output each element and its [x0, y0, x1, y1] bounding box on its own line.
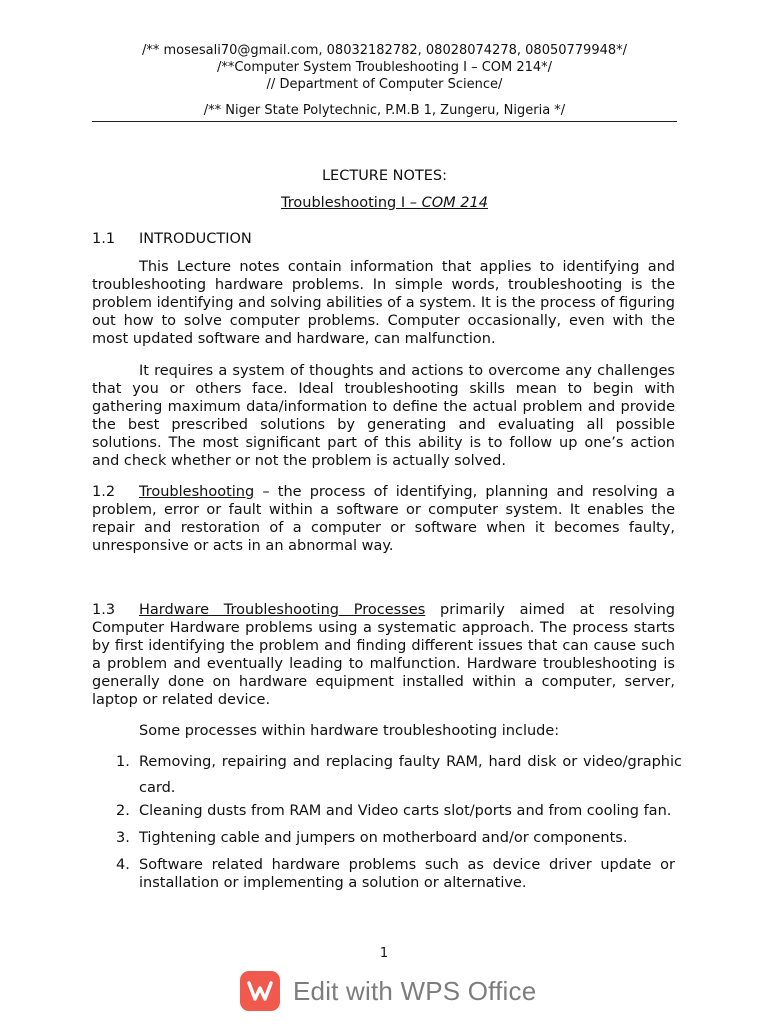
header-institution-line: /** Niger State Polytechnic, P.M.B 1, Zungeru, Nigeria */: [203, 103, 566, 118]
list-item-text: Software related hardware problems such as device driver update or installation or implementing a solution or alternative.: [139, 857, 675, 891]
subtitle-course-code: COM 214: [421, 195, 488, 211]
section-title: INTRODUCTION: [139, 231, 252, 247]
term-hardware-troubleshooting: Hardware Troubleshooting Processes: [139, 602, 426, 618]
page-header: [92, 42, 677, 119]
header-course-line: /**Computer System Troubleshooting I – COM 214*/: [216, 60, 553, 75]
list-item-number: 2.: [116, 803, 130, 819]
subtitle-course-name: Troubleshooting I –: [281, 195, 422, 211]
processes-intro-text: Some processes within hardware troubleshooting include:: [139, 723, 560, 739]
document-title: LECTURE NOTES:: [321, 168, 448, 184]
intro-paragraph-1-text: This Lecture notes contain information that applies to identifying and troubleshooting hardware problems. In simple words, troubleshooting is the problem identifying and solving abilities of a system. It is the process of figuring out how to solve computer problems. Computer occasionally, even with the most updated software and hardware, can malfunction.: [92, 259, 675, 347]
term-troubleshooting: Troubleshooting: [139, 484, 255, 500]
list-item-number: 3.: [116, 830, 130, 846]
processes-intro: [92, 722, 675, 740]
header-contact-line: /** mosesali70@gmail.com, 08032182782, 08028074278, 08050779948*/: [141, 43, 628, 58]
wps-logo-icon: [240, 971, 280, 1011]
list-item-text: Removing, repairing and replacing faulty RAM, hard disk or video/graphic card.: [139, 754, 682, 796]
list-item-number: 1.: [116, 754, 130, 770]
page-number: 1: [379, 946, 389, 961]
list-item-text: Cleaning dusts from RAM and Video carts slot/ports and from cooling fan.: [139, 803, 672, 819]
list-item: [92, 802, 682, 820]
list-item: [92, 856, 675, 892]
section-heading-introduction: [92, 231, 252, 247]
definition-text: – the process of identifying, planning and resolving a problem, error or fault within a software or computer system. It enables the repair and restoration of a computer or software when it becomes faulty, unresponsive or acts in an abnormal way.: [92, 484, 675, 554]
list-item-number: 4.: [116, 857, 130, 873]
document-subtitle: [92, 195, 677, 211]
list-item-text: Tightening cable and jumpers on motherboard and/or components.: [139, 830, 628, 846]
list-item: [92, 829, 682, 847]
troubleshooting-definition: [92, 483, 675, 555]
wps-banner-label[interactable]: Edit with WPS Office: [293, 975, 537, 1006]
section-number: 1.2: [92, 484, 116, 500]
section-number: 1.1: [92, 231, 116, 247]
section-number: 1.3: [92, 602, 116, 618]
list-item: [92, 749, 682, 801]
intro-paragraph-2-text: It requires a system of thoughts and actions to overcome any challenges that you or others face. Ideal troubleshooting skills mean to begin with gathering maximum data/information to define the actual problem and provide the best prescribed solutions by generating and evaluating all possible solutions. The most significant part of this ability is to follow up one’s action and check whether or not the problem is actually solved.: [92, 363, 675, 469]
intro-paragraph-1: [92, 258, 675, 348]
intro-paragraph-2: [92, 362, 675, 470]
wps-edit-banner[interactable]: [240, 970, 536, 1012]
header-department-line: // Department of Computer Science/: [266, 77, 503, 92]
header-divider: [92, 121, 677, 122]
definition-text: primarily aimed at resolving Computer Hardware problems using a systematic approach. The process starts by first identifying the problem and finding different issues that can cause such a problem and eventually leading to malfunction. Hardware troubleshooting is generally done on hardware equipment installed within a computer, server, laptop or related device.: [92, 602, 676, 708]
hardware-troubleshooting-definition: [92, 601, 675, 709]
